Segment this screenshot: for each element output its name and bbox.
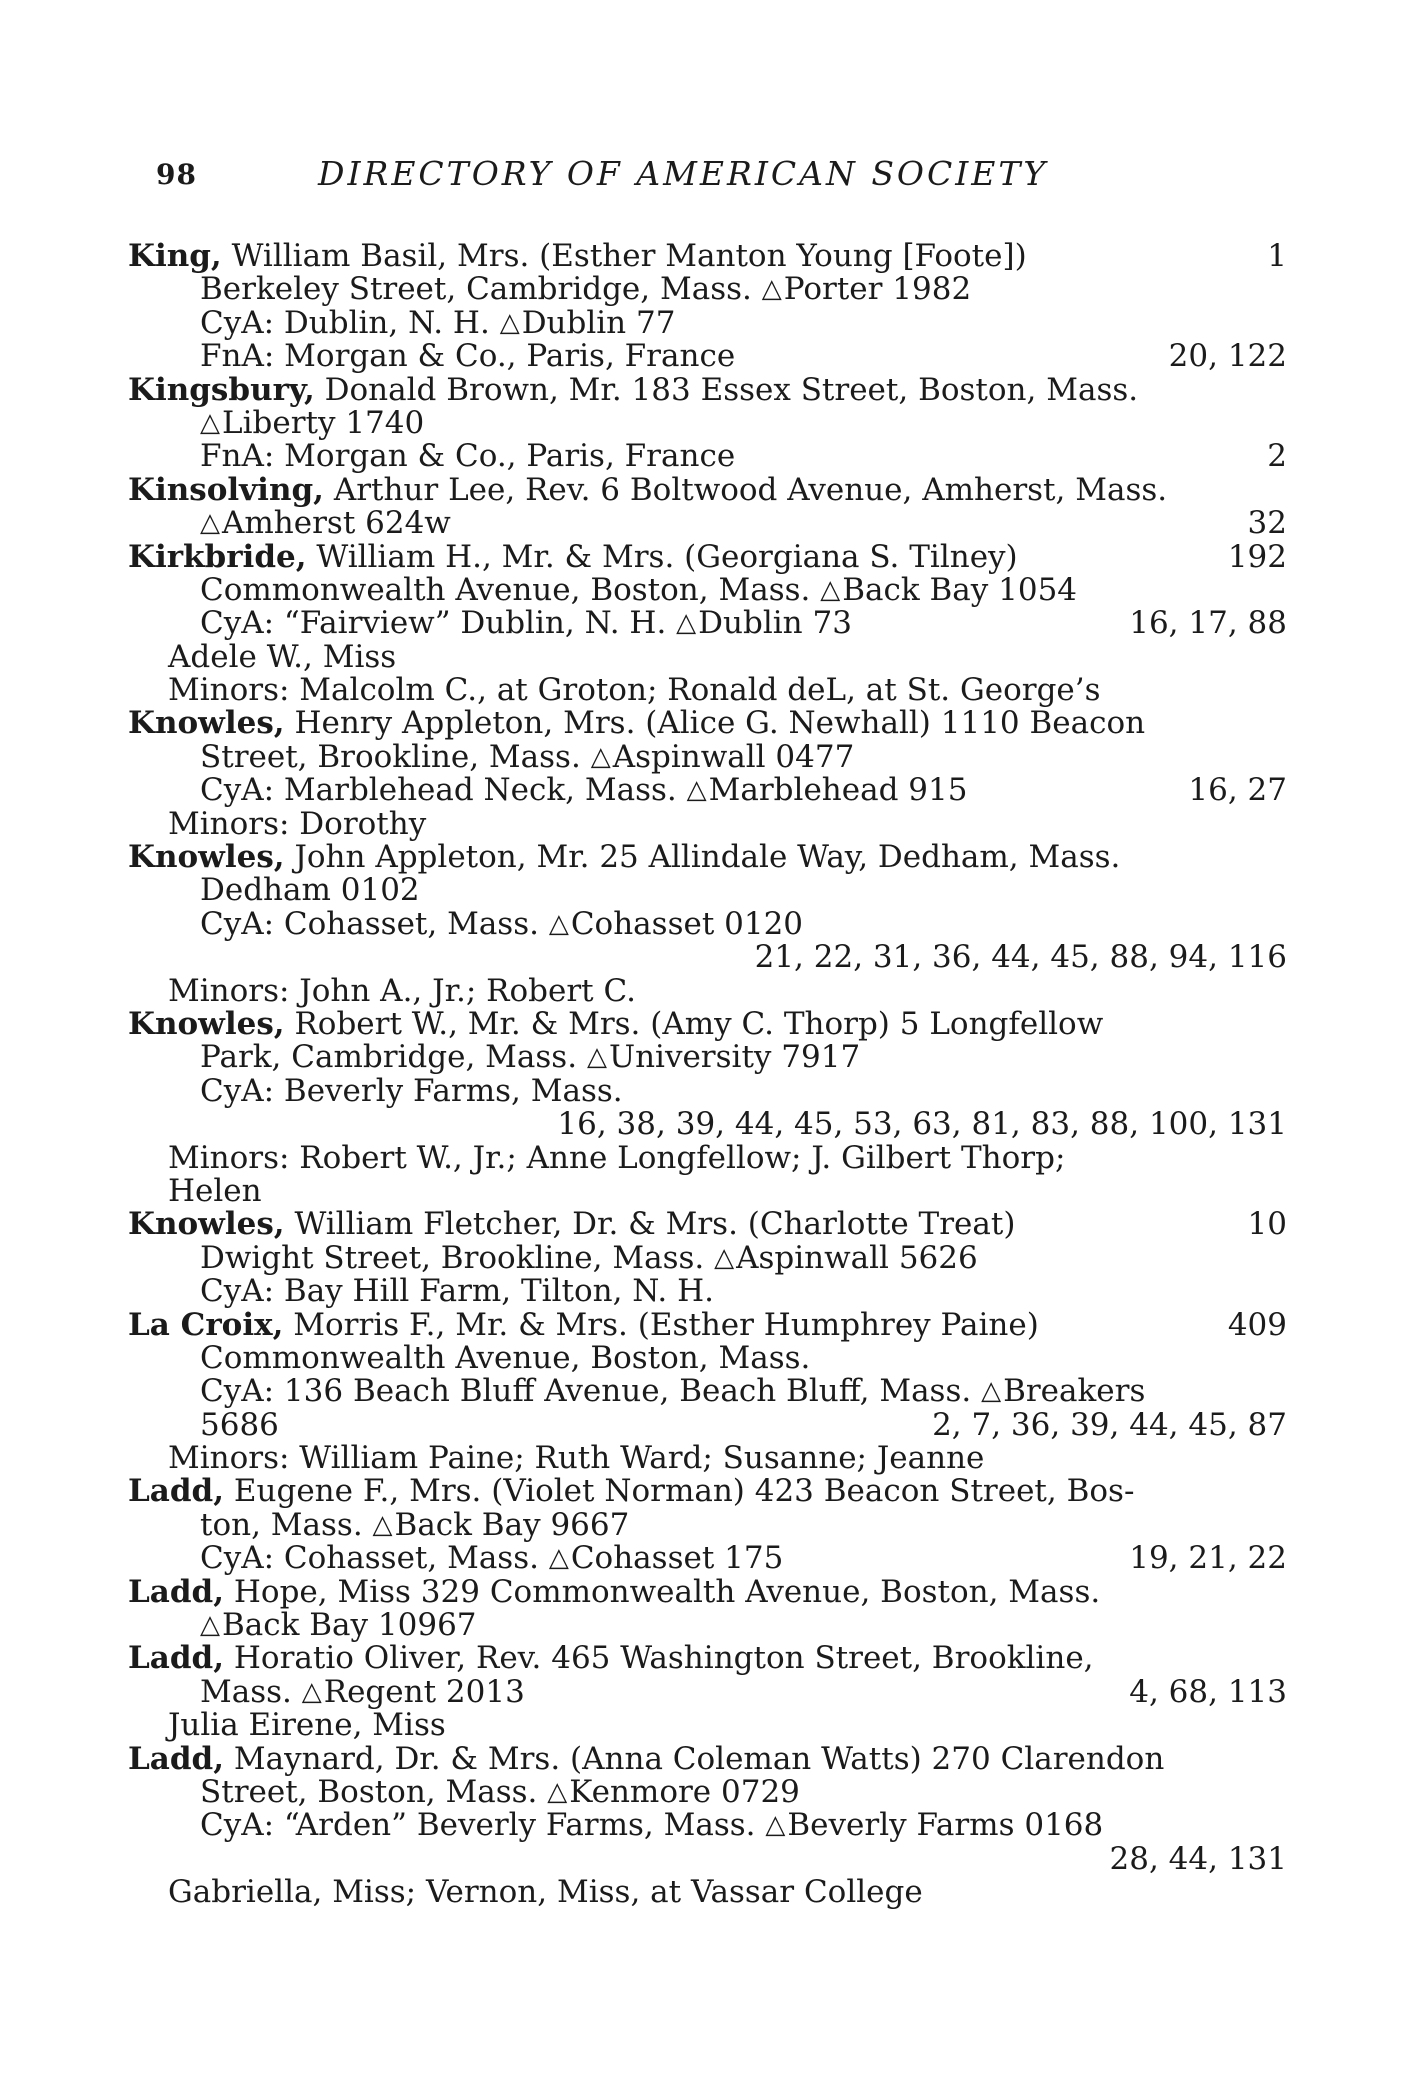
telephone-icon: △ bbox=[499, 307, 520, 338]
telephone-number: Cohasset 0120 bbox=[570, 905, 804, 942]
telephone-icon: △ bbox=[590, 741, 611, 772]
entry-heading-line bbox=[0, 538, 1417, 575]
entry-line bbox=[0, 1139, 1417, 1176]
entry-surname: Knowles, bbox=[128, 1206, 285, 1243]
entry-surname: Ladd, bbox=[128, 1740, 225, 1777]
entry-heading-line bbox=[0, 1642, 1417, 1675]
entry-line bbox=[0, 1773, 1417, 1810]
entry-text: CyA: Marblehead Neck, Mass. bbox=[200, 772, 687, 809]
entry-text: Dwight Street, Brookline, Mass. bbox=[200, 1239, 715, 1276]
club-references: 28, 44, 131 bbox=[1109, 1840, 1287, 1877]
telephone-icon: △ bbox=[548, 1543, 569, 1574]
entry-heading-line bbox=[0, 371, 1417, 408]
club-references: 2, 7, 36, 39, 44, 45, 87 bbox=[932, 1406, 1287, 1443]
entry-line bbox=[0, 1673, 1417, 1710]
club-references: 192 bbox=[1227, 538, 1287, 575]
telephone-number: Aspinwall 5626 bbox=[736, 1239, 978, 1276]
entry-text: CyA: Cohasset, Mass. bbox=[200, 905, 549, 942]
entry-line bbox=[0, 1041, 1417, 1074]
entry-text: Robert W., Mr. & Mrs. (Amy C. Thorp) 5 Longfellow bbox=[284, 1005, 1104, 1042]
entry-line bbox=[0, 1375, 1417, 1408]
entry-line bbox=[0, 440, 1417, 473]
telephone-number: Beverly Farms 0168 bbox=[787, 1807, 1104, 1844]
club-references: 32 bbox=[1247, 505, 1287, 542]
entry-surname: Knowles, bbox=[128, 705, 285, 742]
club-references: 21, 22, 31, 36, 44, 45, 88, 94, 116 bbox=[754, 939, 1287, 976]
entry-line bbox=[0, 404, 1417, 441]
telephone-icon: △ bbox=[676, 608, 697, 639]
entry-heading-line bbox=[0, 1306, 1417, 1343]
entry-text: Berkeley Street, Cambridge, Mass. bbox=[200, 271, 762, 308]
entry-line bbox=[0, 571, 1417, 608]
telephone-icon: △ bbox=[372, 1509, 393, 1540]
telephone-number: Back Bay 1054 bbox=[842, 571, 1078, 608]
telephone-number: Porter 1982 bbox=[783, 271, 972, 308]
page-header bbox=[128, 148, 1288, 198]
entry-line bbox=[0, 1172, 1417, 1209]
entry-text: CyA: “Arden” Beverly Farms, Mass. bbox=[200, 1807, 766, 1844]
telephone-icon: △ bbox=[820, 574, 841, 605]
entry-line bbox=[0, 1542, 1417, 1575]
entry-surname: Kinsolving, bbox=[128, 471, 324, 508]
entry-line bbox=[0, 1809, 1417, 1842]
telephone-icon: △ bbox=[200, 508, 220, 539]
telephone-number: Marblehead 915 bbox=[708, 772, 968, 809]
entry-line bbox=[0, 1072, 1417, 1109]
entry-line bbox=[0, 1239, 1417, 1276]
entry-surname: King, bbox=[128, 238, 222, 274]
entry-text: CyA: Dublin, N. H. bbox=[200, 304, 500, 341]
entry-text: Donald Brown, Mr. 183 Essex Street, Boston, Mass. bbox=[314, 371, 1139, 408]
telephone-icon: △ bbox=[761, 274, 782, 305]
telephone-number: Regent 2013 bbox=[323, 1673, 525, 1710]
entry-line bbox=[0, 874, 1417, 907]
entry-text: Henry Appleton, Mrs. (Alice G. Newhall) 1110 Beacon bbox=[284, 705, 1146, 742]
entry-line bbox=[0, 638, 1417, 675]
telephone-number: Kenmore 0729 bbox=[569, 1773, 800, 1810]
entry-text: John Appleton, Mr. 25 Allindale Way, Dedham, Mass. bbox=[284, 839, 1121, 876]
entry-line bbox=[0, 1506, 1417, 1543]
entry-surname: Knowles, bbox=[128, 1005, 285, 1042]
entry-surname: Kingsbury, bbox=[128, 371, 315, 408]
entry-line bbox=[0, 972, 1417, 1009]
entry-surname: Ladd, bbox=[128, 1573, 225, 1610]
entry-heading-line bbox=[0, 1475, 1417, 1508]
entry-text: Eugene F., Mrs. (Violet Norman) 423 Beacon Street, Bos- bbox=[224, 1473, 1135, 1510]
entry-line bbox=[0, 1840, 1417, 1877]
entry-text: Mass. bbox=[200, 1673, 302, 1710]
entry-line bbox=[0, 340, 1417, 373]
telephone-icon: △ bbox=[548, 908, 569, 939]
telephone-icon: △ bbox=[200, 407, 220, 438]
telephone-icon: △ bbox=[765, 1810, 786, 1841]
entry-text: Minors: Malcolm C., at Groton; Ronald deL, at St. George’s bbox=[168, 672, 1101, 709]
club-references: 2 bbox=[1267, 438, 1287, 475]
entry-text: CyA: Cohasset, Mass. bbox=[200, 1540, 549, 1577]
entry-line bbox=[0, 607, 1417, 640]
telephone-icon: △ bbox=[981, 1376, 1002, 1407]
telephone-icon: △ bbox=[586, 1042, 607, 1073]
entry-line bbox=[0, 1876, 1417, 1909]
entry-line bbox=[0, 674, 1417, 707]
club-references: 1 bbox=[1267, 238, 1287, 274]
entry-text: FnA: Morgan & Co., Paris, France bbox=[200, 438, 736, 475]
telephone-number: Back Bay 9667 bbox=[394, 1506, 630, 1543]
telephone-number: University 7917 bbox=[608, 1039, 861, 1076]
entry-line bbox=[0, 507, 1417, 540]
directory-entries bbox=[0, 240, 1417, 1910]
entry-text: Julia Eirene, Miss bbox=[168, 1707, 446, 1744]
telephone-icon: △ bbox=[686, 775, 707, 806]
entry-text: Arthur Lee, Rev. 6 Boltwood Avenue, Amherst, Mass. bbox=[323, 471, 1168, 508]
club-references: 10 bbox=[1247, 1206, 1287, 1243]
entry-text: Minors: Dorothy bbox=[168, 805, 427, 842]
entry-text: CyA: Bay Hill Farm, Tilton, N. H. bbox=[200, 1273, 715, 1310]
telephone-icon: △ bbox=[714, 1242, 735, 1273]
entry-heading-line bbox=[0, 240, 1417, 273]
telephone-icon: △ bbox=[547, 1776, 568, 1807]
entry-text: Commonwealth Avenue, Boston, Mass. bbox=[200, 571, 821, 608]
entry-text: ton, Mass. bbox=[200, 1506, 373, 1543]
club-references: 16, 17, 88 bbox=[1129, 605, 1287, 642]
telephone-number: Liberty 1740 bbox=[222, 404, 425, 441]
entry-line bbox=[0, 1406, 1417, 1443]
telephone-number: Amherst 624w bbox=[222, 505, 451, 542]
club-references: 4, 68, 113 bbox=[1129, 1673, 1287, 1710]
entry-surname: Knowles, bbox=[128, 839, 285, 876]
entry-text: Minors: Robert W., Jr.; Anne Longfellow; J. Gilbert Thorp; bbox=[168, 1139, 1066, 1176]
entry-text: Park, Cambridge, Mass. bbox=[200, 1039, 587, 1076]
entry-text: Morris F., Mr. & Mrs. (Esther Humphrey Paine) bbox=[283, 1306, 1039, 1343]
entry-line bbox=[0, 1275, 1417, 1308]
entry-line bbox=[0, 1609, 1417, 1642]
entry-heading-line bbox=[0, 1005, 1417, 1042]
entry-line bbox=[0, 774, 1417, 807]
entry-line bbox=[0, 905, 1417, 942]
entry-heading-line bbox=[0, 1740, 1417, 1777]
club-references: 409 bbox=[1227, 1306, 1287, 1343]
entry-line bbox=[0, 941, 1417, 974]
club-references: 20, 122 bbox=[1168, 338, 1287, 375]
entry-text: William Fletcher, Dr. & Mrs. (Charlotte Treat) bbox=[284, 1206, 1016, 1243]
entry-text: Gabriella, Miss; Vernon, Miss, at Vassar College bbox=[168, 1874, 923, 1911]
entry-heading-line bbox=[0, 707, 1417, 740]
entry-line bbox=[0, 738, 1417, 775]
entry-surname: Ladd, bbox=[128, 1473, 225, 1510]
entry-text: Adele W., Miss bbox=[168, 638, 397, 675]
club-references: 19, 21, 22 bbox=[1129, 1540, 1287, 1577]
entry-text: Helen bbox=[168, 1172, 262, 1209]
page-number: 98 bbox=[156, 158, 197, 191]
entry-heading-line bbox=[0, 1208, 1417, 1241]
entry-text: Street, Boston, Mass. bbox=[200, 1773, 548, 1810]
entry-text: CyA: Beverly Farms, Mass. bbox=[200, 1072, 623, 1109]
entry-line bbox=[0, 1442, 1417, 1475]
running-title: DIRECTORY OF AMERICAN SOCIETY bbox=[318, 154, 1049, 193]
telephone-number: Cohasset 175 bbox=[570, 1540, 784, 1577]
entry-text: CyA: 136 Beach Bluff Avenue, Beach Bluff, Mass. bbox=[200, 1373, 982, 1410]
entry-text: Maynard, Dr. & Mrs. (Anna Coleman Watts) 270 Clarendon bbox=[224, 1740, 1165, 1777]
entry-line bbox=[0, 805, 1417, 842]
telephone-number: Dublin 77 bbox=[521, 304, 676, 341]
entry-text: Dedham 0102 bbox=[200, 872, 420, 909]
telephone-icon: △ bbox=[200, 1610, 220, 1641]
entry-surname: Ladd, bbox=[128, 1640, 225, 1677]
entry-line bbox=[0, 1108, 1417, 1141]
entry-heading-line bbox=[0, 1573, 1417, 1610]
club-references: 16, 27 bbox=[1188, 772, 1287, 809]
telephone-icon: △ bbox=[301, 1676, 322, 1707]
club-references: 16, 38, 39, 44, 45, 53, 63, 81, 83, 88, 100, 131 bbox=[557, 1106, 1287, 1143]
telephone-number: Aspinwall 0477 bbox=[612, 738, 855, 775]
entry-text: Hope, Miss 329 Commonwealth Avenue, Boston, Mass. bbox=[224, 1573, 1101, 1610]
entry-text: FnA: Morgan & Co., Paris, France bbox=[200, 338, 736, 375]
entry-text: Minors: William Paine; Ruth Ward; Susanne; Jeanne bbox=[168, 1440, 985, 1477]
entry-line bbox=[0, 273, 1417, 306]
entry-line bbox=[0, 1709, 1417, 1742]
entry-text: William H., Mr. & Mrs. (Georgiana S. Tilney) bbox=[306, 538, 1018, 575]
telephone-number: Dublin 73 bbox=[698, 605, 852, 642]
telephone-number: Back Bay 10967 bbox=[222, 1607, 477, 1644]
entry-text: CyA: “Fairview” Dublin, N. H. bbox=[200, 605, 677, 642]
entry-surname: La Croix, bbox=[128, 1306, 284, 1343]
entry-surname: Kirkbride, bbox=[128, 538, 307, 575]
entry-text: Minors: John A., Jr.; Robert C. bbox=[168, 972, 636, 1009]
entry-heading-line bbox=[0, 471, 1417, 508]
entry-line bbox=[0, 304, 1417, 341]
telephone-number: Breakers bbox=[1003, 1373, 1146, 1410]
entry-line bbox=[0, 1339, 1417, 1376]
entry-text: Street, Brookline, Mass. bbox=[200, 738, 591, 775]
entry-text: Horatio Oliver, Rev. 465 Washington Street, Brookline, bbox=[224, 1640, 1094, 1677]
entry-text: William Basil, Mrs. (Esther Manton Young [Foote]) bbox=[221, 238, 1027, 274]
entry-text: Commonwealth Avenue, Boston, Mass. bbox=[200, 1339, 811, 1376]
entry-text: 5686 bbox=[200, 1406, 279, 1443]
entry-heading-line bbox=[0, 841, 1417, 874]
